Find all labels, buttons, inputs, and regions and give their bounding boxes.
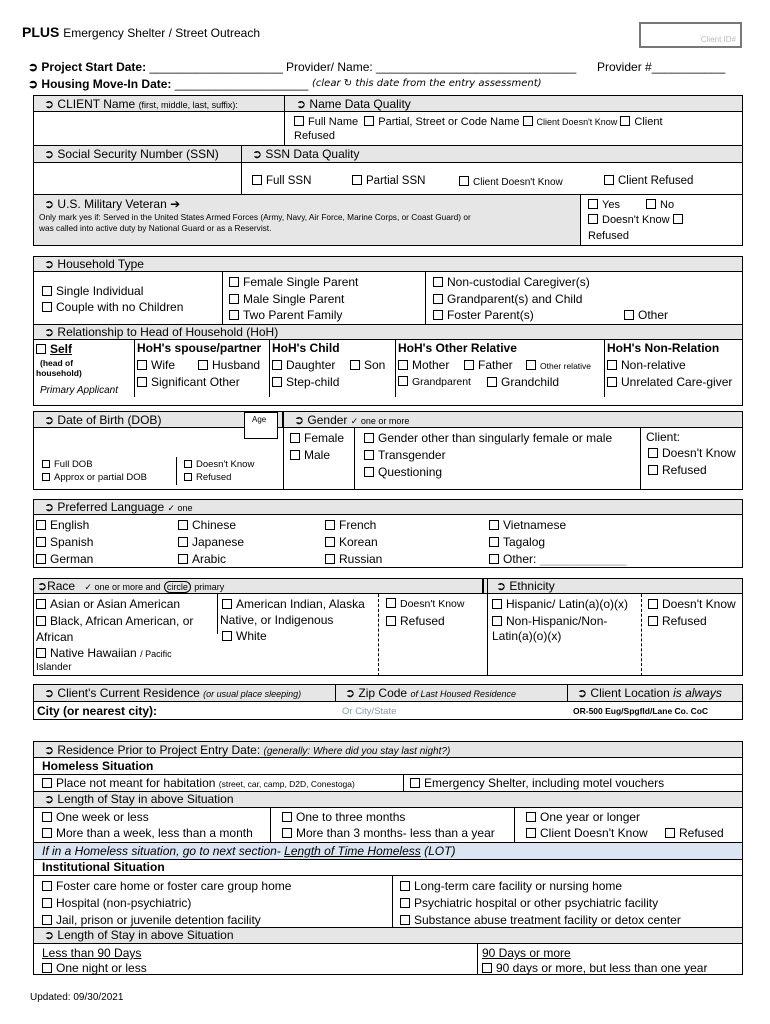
gender-transgender[interactable]: Transgender	[364, 448, 446, 462]
checkbox-icon	[36, 554, 46, 564]
arrow-icon: ➲	[345, 686, 356, 700]
eth-dk[interactable]: Doesn't Know	[648, 597, 736, 611]
veteran-no[interactable]: No	[646, 199, 674, 211]
lang-german[interactable]: German	[36, 551, 93, 568]
rel-nonrelative[interactable]: Non-relative	[607, 358, 686, 372]
prior-not-meant[interactable]: Place not meant for habitation (street, car, camp, D2D, Conestoga)	[42, 776, 355, 790]
rel-grandchild[interactable]: Grandchild	[487, 375, 559, 389]
client-id-label: Client ID#	[700, 35, 736, 44]
checkbox-icon	[290, 433, 300, 443]
inst-psych[interactable]: Psychiatric hospital or other psychiatric facility	[400, 895, 681, 912]
arrow-icon: ➲	[44, 97, 55, 111]
age-field[interactable]: Age	[244, 412, 278, 439]
brand: PLUS	[22, 24, 60, 40]
checkbox-icon	[648, 599, 658, 609]
name-dq-full[interactable]: Full Name	[294, 116, 358, 128]
checkbox-icon	[364, 433, 374, 443]
name-dq-refused-label: Refused	[294, 130, 335, 142]
checkbox-icon	[492, 599, 502, 609]
arrow-icon: ➲	[577, 686, 588, 700]
lang-arabic[interactable]: Arabic	[178, 551, 244, 568]
checkbox-icon	[325, 520, 335, 530]
lang-spanish[interactable]: Spanish	[36, 534, 93, 551]
dob-partial[interactable]: Approx or partial DOB	[42, 472, 147, 483]
prior-title: ➲ Residence Prior to Project Entry Date: (generally: Where did you stay last night?)	[44, 743, 451, 757]
divider	[640, 428, 641, 490]
location-title: ➲ Client Location is always	[577, 686, 722, 700]
checkbox-icon	[620, 116, 630, 126]
checkbox-icon	[526, 812, 536, 822]
arrow-icon: ➲	[28, 60, 39, 74]
divider	[134, 340, 135, 397]
checkbox-icon	[325, 554, 335, 564]
arrow-icon: ➲	[496, 579, 507, 593]
checkbox-icon	[433, 294, 443, 304]
language-col-2	[178, 517, 244, 568]
race-nhpi-2: Islander	[36, 662, 72, 673]
veteran-note-2: was called into active duty by National Guard or as a Reservist.	[39, 223, 272, 233]
move-in-field[interactable]: ____________________	[174, 77, 309, 91]
ssn-dq-title: ➲ SSN Data Quality	[252, 147, 360, 161]
checkbox-icon	[364, 467, 374, 477]
gender-refused[interactable]: Refused	[648, 463, 707, 477]
checkbox-icon	[42, 812, 52, 822]
checkbox-icon	[184, 473, 192, 481]
veteran-refused[interactable]: Refused	[588, 230, 629, 242]
checkbox-icon	[400, 881, 410, 891]
veteran-dk[interactable]: Doesn't Know	[588, 214, 687, 226]
checkbox-icon	[526, 828, 536, 838]
ssn-dq-full[interactable]: Full SSN	[252, 175, 311, 187]
lang-other[interactable]: Other: _____________	[489, 551, 626, 568]
los2-one-night[interactable]: One night or less	[42, 961, 147, 975]
household-title: ➲ Household Type	[44, 257, 144, 271]
checkbox-icon	[648, 465, 658, 475]
checkbox-icon	[400, 898, 410, 908]
client-name-input[interactable]	[40, 116, 276, 140]
hh-two-parent[interactable]: Two Parent Family	[229, 308, 342, 322]
divider	[284, 112, 285, 145]
checkbox-icon	[624, 310, 634, 320]
checkbox-icon	[36, 537, 46, 547]
arrow-icon: ➲	[44, 928, 55, 942]
checkbox-icon	[492, 616, 502, 626]
gender-title: ➲ Gender ✓ one or more	[294, 413, 410, 427]
client-id-field[interactable]	[639, 22, 742, 48]
divider	[269, 340, 270, 397]
checkbox-icon	[229, 310, 239, 320]
checkbox-icon	[272, 377, 282, 387]
eth-non-hispanic[interactable]: Non-Hispanic/Non-	[492, 614, 607, 628]
checkbox-icon	[588, 214, 598, 224]
los-title: ➲ Length of Stay in above Situation	[44, 792, 234, 806]
veteran-title: ➲ U.S. Military Veteran ➔	[44, 197, 181, 211]
lang-russian[interactable]: Russian	[325, 551, 382, 568]
rel-husband[interactable]: Husband	[198, 358, 260, 372]
los-refused[interactable]: Refused	[665, 826, 724, 840]
rel-spouse-heading: HoH's spouse/partner	[137, 341, 262, 355]
checkbox-icon	[489, 520, 499, 530]
gender-client-label: Client:	[646, 430, 681, 444]
checkbox-icon	[487, 377, 497, 387]
ssn-input[interactable]	[40, 167, 236, 191]
gender-male[interactable]: Male	[290, 448, 330, 462]
arrow-icon: ➲	[296, 97, 307, 111]
lot-note: If in a Homeless situation, go to next section- Length of Time Homeless (LOT)	[42, 844, 456, 858]
divider	[392, 875, 393, 927]
checkbox-icon	[42, 778, 52, 788]
arrow-icon: ➲	[44, 686, 55, 700]
location-value: OR-500 Eug/Spgfld/Lane Co. CoC	[573, 706, 709, 716]
divider	[241, 163, 242, 195]
los-year[interactable]: More than 3 months- less than a year	[282, 826, 495, 840]
veteran-yes[interactable]: Yes	[588, 199, 620, 211]
checkbox-icon	[222, 631, 232, 641]
arrow-icon: ➲	[28, 77, 39, 91]
race-aian-2: Native, or Indigenous	[220, 613, 334, 627]
move-in-note: (clear ↻ this date from the entry assessment)	[312, 78, 542, 89]
arrow-icon: ➲	[44, 500, 55, 514]
inst-substance[interactable]: Substance abuse treatment facility or detox center	[400, 912, 681, 929]
inst-hospital[interactable]: Hospital (non-psychiatric)	[42, 895, 291, 912]
ssn-dq-refused[interactable]: Client Refused	[604, 175, 693, 187]
divider	[403, 774, 404, 791]
zip-input[interactable]: Or City/State	[342, 706, 397, 717]
checkbox-icon	[352, 175, 362, 185]
los-dk[interactable]: Client Doesn't Know	[526, 826, 648, 840]
checkbox-icon	[36, 520, 46, 530]
eth-hispanic[interactable]: Hispanic/ Latin(a)(o)(x)	[492, 597, 628, 611]
name-dq-title: ➲ Name Data Quality	[296, 97, 411, 111]
checkbox-icon	[294, 116, 304, 126]
checkbox-icon	[398, 360, 408, 370]
arrow-icon: ➲	[44, 743, 55, 757]
arrow-icon: ➲	[37, 579, 48, 593]
rel-sig-other[interactable]: Significant Other	[137, 375, 240, 389]
los2-ge90[interactable]: 90 days or more, but less than one year	[482, 961, 707, 975]
right-arrow-icon: ➔	[170, 197, 181, 211]
rel-self-sub1: (head of	[40, 358, 74, 368]
divider	[425, 272, 426, 324]
checkbox-icon	[229, 294, 239, 304]
project-start-row	[28, 60, 283, 74]
checkbox-icon	[665, 828, 675, 838]
rel-mother[interactable]: Mother	[398, 358, 449, 372]
relationship-title: ➲ Relationship to Head of Household (HoH)	[44, 325, 279, 339]
checkbox-icon	[588, 199, 598, 209]
rel-other-relative[interactable]: Other relative	[526, 360, 591, 371]
race-black[interactable]: Black, African American, or	[36, 614, 193, 628]
divider	[33, 774, 743, 775]
checkbox-icon	[646, 199, 656, 209]
divider	[477, 944, 478, 975]
gender-questioning[interactable]: Questioning	[364, 465, 442, 479]
zip-title: ➲ Zip Code of Last Housed Residence	[345, 686, 517, 700]
hh-male-parent[interactable]: Male Single Parent	[229, 292, 344, 306]
checkbox-icon	[282, 812, 292, 822]
city-label: City (or nearest city):	[37, 704, 158, 718]
los-three-months[interactable]: One to three months	[282, 810, 405, 824]
arrow-icon: ➲	[44, 792, 55, 806]
arrow-icon: ➲	[252, 147, 263, 161]
divider	[378, 594, 379, 676]
divider	[580, 195, 581, 245]
checkbox-icon	[222, 599, 232, 609]
provider-name-label: Provider/ Name:	[286, 60, 373, 74]
checkbox-icon	[325, 537, 335, 547]
arrow-icon: ➲	[44, 147, 55, 161]
inst-col-1	[42, 878, 291, 929]
checkbox-icon	[42, 881, 52, 891]
name-dq-refused[interactable]: Client	[620, 116, 662, 128]
checkbox-icon	[523, 116, 533, 126]
rel-child-heading: HoH's Child	[272, 341, 340, 355]
checkbox-icon	[42, 286, 52, 296]
checkbox-icon	[252, 175, 262, 185]
hh-single[interactable]: Single Individual	[42, 284, 143, 298]
checkbox-icon	[648, 616, 658, 626]
provider-name-row	[286, 60, 576, 74]
checkbox-icon	[282, 828, 292, 838]
checkbox-icon	[42, 963, 52, 973]
checkbox-icon	[42, 828, 52, 838]
eth-non-hispanic-2: Latin(a)(o)(x)	[492, 629, 562, 643]
checkbox-icon	[400, 915, 410, 925]
provider-number-row	[597, 60, 725, 74]
divider	[270, 808, 271, 842]
checkbox-icon	[42, 473, 50, 481]
divider	[176, 457, 177, 485]
checkbox-icon	[398, 376, 408, 386]
checkbox-icon	[272, 360, 282, 370]
checkbox-icon	[433, 310, 443, 320]
divider	[222, 272, 223, 324]
institutional-heading: Institutional Situation	[42, 860, 165, 874]
checkbox-icon	[673, 214, 683, 224]
divider	[487, 578, 488, 676]
checkbox-icon	[36, 344, 46, 354]
race-asian[interactable]: Asian or Asian American	[36, 597, 180, 611]
hh-couple[interactable]: Couple with no Children	[42, 300, 183, 314]
inst-foster[interactable]: Foster care home or foster care group home	[42, 878, 291, 895]
divider	[283, 428, 284, 490]
lang-vietnamese[interactable]: Vietnamese	[489, 517, 626, 534]
checkbox-icon	[36, 648, 46, 658]
lang-tagalog[interactable]: Tagalog	[489, 534, 626, 551]
name-dq-partial[interactable]: Partial, Street or Code Name	[364, 116, 519, 128]
checkbox-icon	[433, 277, 443, 287]
move-in-label: Housing Move-In Date:	[41, 77, 172, 91]
rel-father[interactable]: Father	[464, 358, 513, 372]
rel-primary-applicant: Primary Applicant	[40, 385, 118, 396]
gender-female[interactable]: Female	[290, 431, 344, 445]
checkbox-icon	[42, 460, 50, 468]
inst-col-2	[400, 878, 681, 929]
rel-unrelated-cg[interactable]: Unrelated Care-giver	[607, 375, 732, 389]
checkbox-icon	[198, 360, 208, 370]
ethnicity-title: ➲ Ethnicity	[496, 579, 555, 593]
form-title	[22, 24, 260, 40]
checkbox-icon	[178, 554, 188, 564]
checkbox-icon	[607, 360, 617, 370]
dob-refused[interactable]: Refused	[184, 472, 231, 483]
arrow-icon: ➲	[44, 197, 55, 211]
lt90-heading: Less than 90 Days	[42, 946, 142, 960]
form-subtitle: Emergency Shelter / Street Outreach	[63, 26, 260, 40]
language-title: ➲ Preferred Language ✓ one	[44, 500, 193, 514]
prior-es[interactable]: Emergency Shelter, including motel vouchers	[410, 776, 664, 790]
divider	[33, 875, 743, 876]
divider	[217, 594, 218, 634]
checkbox-icon	[350, 360, 360, 370]
checkbox-icon	[410, 778, 420, 788]
checkbox-icon	[604, 175, 614, 185]
divider	[641, 594, 642, 676]
divider	[354, 428, 355, 490]
rel-other-heading: HoH's Other Relative	[398, 341, 517, 355]
checkbox-icon	[178, 537, 188, 547]
hh-female-parent[interactable]: Female Single Parent	[229, 275, 358, 289]
rel-stepchild[interactable]: Step-child	[272, 375, 339, 389]
client-name-title: ➲ CLIENT Name (first, middle, last, suffix):	[44, 97, 238, 111]
rel-self[interactable]: Self	[36, 342, 72, 356]
ge90-heading: 90 Days or more	[482, 946, 571, 960]
rel-self-sub2: household)	[36, 368, 82, 378]
checkbox-icon	[489, 537, 499, 547]
arrow-icon: ➲	[44, 413, 55, 427]
arrow-icon: ➲	[44, 325, 55, 339]
dob-full[interactable]: Full DOB	[42, 459, 93, 470]
language-col-3	[325, 517, 382, 568]
checkbox-icon	[364, 450, 374, 460]
arrow-icon: ➲	[44, 257, 55, 271]
provider-number-label: Provider #	[597, 60, 652, 74]
veteran-note-1: Only mark yes if: Served in the United States Armed Forces (Army, Navy, Air Force, Marine Corps, or Coast Guard) or	[39, 212, 471, 222]
provider-name-field[interactable]: ______________________________	[376, 60, 577, 74]
rel-daughter[interactable]: Daughter	[272, 358, 335, 372]
provider-number-field[interactable]: ___________	[651, 60, 726, 74]
divider	[514, 808, 515, 842]
residence-title: ➲ Client's Current Residence (or usual place sleeping)	[44, 686, 302, 700]
race-black-2: African	[36, 630, 74, 644]
race-white[interactable]: White	[222, 629, 267, 643]
checkbox-icon	[42, 302, 52, 312]
checkbox-icon	[526, 360, 536, 370]
divider	[395, 340, 396, 397]
arrow-icon: ➲	[294, 413, 305, 427]
inst-ltc[interactable]: Long-term care facility or nursing home	[400, 878, 681, 895]
checkbox-icon	[184, 460, 192, 468]
rel-grandparent[interactable]: Grandparent	[398, 376, 471, 388]
inst-jail[interactable]: Jail, prison or juvenile detention facility	[42, 912, 291, 929]
checkbox-icon	[464, 360, 474, 370]
gender-dk[interactable]: Doesn't Know	[648, 446, 736, 460]
checkbox-icon	[489, 554, 499, 564]
hh-other[interactable]: Other	[624, 308, 668, 322]
los-week[interactable]: One week or less	[42, 810, 149, 824]
checkbox-icon	[482, 963, 492, 973]
checkbox-icon	[364, 116, 374, 126]
ssn-dq-partial[interactable]: Partial SSN	[352, 175, 425, 187]
checkbox-icon	[42, 915, 52, 925]
updated-date: Updated: 09/30/2021	[30, 992, 124, 1003]
ssn-title: ➲ Social Security Number (SSN)	[44, 147, 219, 161]
checkbox-icon	[290, 450, 300, 460]
refresh-icon: ↻	[343, 78, 353, 89]
hh-grandparent[interactable]: Grandparent(s) and Child	[433, 292, 582, 306]
lang-other-field[interactable]: _____________	[539, 552, 627, 566]
lang-japanese[interactable]: Japanese	[178, 534, 244, 551]
checkbox-icon	[36, 616, 46, 626]
hh-noncustodial[interactable]: Non-custodial Caregiver(s)	[433, 275, 590, 289]
checkbox-icon	[459, 176, 469, 186]
project-start-field[interactable]: ____________________	[149, 60, 283, 74]
language-col-1	[36, 517, 93, 568]
race-aian[interactable]: American Indian, Alaska	[222, 597, 365, 611]
eth-refused[interactable]: Refused	[648, 614, 707, 628]
race-refused[interactable]: Refused	[386, 614, 445, 628]
dob-dk[interactable]: Doesn't Know	[184, 459, 254, 470]
rel-nonrel-heading: HoH's Non-Relation	[607, 341, 720, 355]
homeless-heading: Homeless Situation	[42, 759, 154, 773]
los-month[interactable]: More than a week, less than a month	[42, 826, 253, 840]
name-dq-dk[interactable]: Client Doesn't Know	[523, 116, 618, 128]
move-in-row	[28, 77, 308, 91]
dob-title: ➲ Date of Birth (DOB)	[44, 413, 162, 427]
divider	[604, 340, 605, 397]
hh-foster[interactable]: Foster Parent(s)	[433, 308, 534, 322]
checkbox-icon	[178, 520, 188, 530]
race-dk[interactable]: Doesn't Know	[386, 598, 464, 610]
lang-french[interactable]: French	[325, 517, 382, 534]
race-title: ➲Race ✓ one or more and circle primary	[37, 579, 225, 593]
language-col-4	[489, 517, 626, 568]
rel-son[interactable]: Son	[350, 358, 385, 372]
lang-english[interactable]: English	[36, 517, 93, 534]
lang-korean[interactable]: Korean	[325, 534, 382, 551]
los2-title: ➲ Length of Stay in above Situation	[44, 928, 234, 942]
los-longer[interactable]: One year or longer	[526, 810, 640, 824]
rel-wife[interactable]: Wife	[137, 358, 175, 372]
ssn-dq-dk[interactable]: Client Doesn't Know	[459, 176, 563, 188]
checkbox-icon	[42, 898, 52, 908]
dob-input[interactable]	[40, 432, 236, 454]
checkbox-icon	[648, 448, 658, 458]
lang-chinese[interactable]: Chinese	[178, 517, 244, 534]
checkbox-icon	[386, 616, 396, 626]
checkbox-icon	[36, 599, 46, 609]
gender-other[interactable]: Gender other than singularly female or male	[364, 431, 612, 445]
race-nhpi[interactable]: Native Hawaiian / Pacific	[36, 646, 172, 660]
project-start-label: Project Start Date:	[41, 60, 147, 74]
checkbox-icon	[386, 598, 396, 608]
checkbox-icon	[137, 377, 147, 387]
checkbox-icon	[229, 277, 239, 287]
checkbox-icon	[137, 360, 147, 370]
name-dq-options	[294, 116, 663, 128]
checkbox-icon	[607, 377, 617, 387]
